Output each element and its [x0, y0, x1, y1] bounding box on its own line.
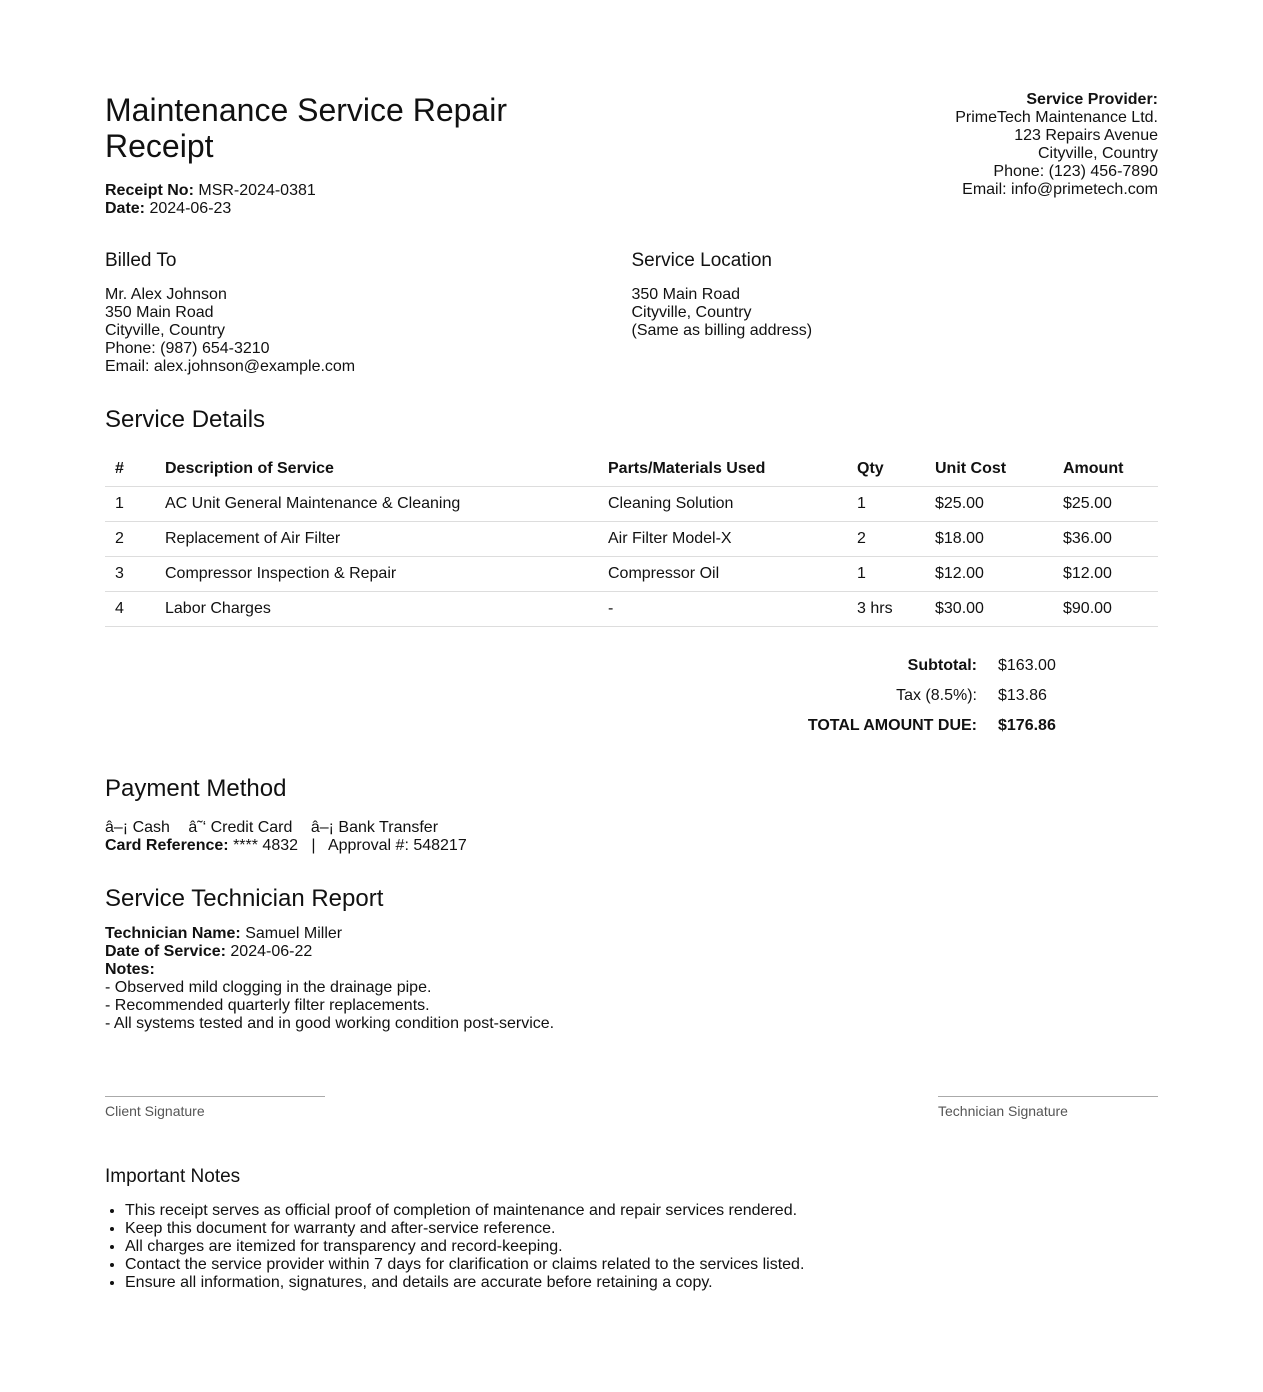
row-qty: 1: [847, 557, 925, 592]
row-description: Labor Charges: [155, 592, 598, 627]
row-number: 3: [105, 557, 155, 592]
row-amount: $36.00: [1053, 522, 1158, 557]
receipt-number-label: Receipt No:: [105, 182, 194, 199]
service-location: [632, 250, 1159, 376]
service-location-address: 350 Main Road: [631, 286, 741, 303]
subtotal-row: [805, 651, 1098, 681]
notes-label: Notes:: [105, 961, 155, 978]
row-number: 2: [105, 522, 155, 557]
card-reference-value: **** 4832 | Approval #: 548217: [233, 837, 467, 854]
column-header-unit-cost: Unit Cost: [925, 452, 1053, 487]
receipt-number-value: MSR-2024-0381: [198, 182, 316, 199]
row-unit-cost: $30.00: [925, 592, 1053, 627]
receipt-date-label: Date:: [105, 200, 146, 217]
service-provider: [955, 91, 1158, 199]
service-location-note: (Same as billing address): [631, 322, 813, 339]
service-date: [105, 943, 1158, 961]
list-item: • This receipt serves as official proof of completion of maintenance and repair services rendered.: [125, 1202, 1158, 1220]
provider-address: 123 Repairs Avenue: [1014, 127, 1158, 144]
technician-note: - Recommended quarterly filter replacements.: [105, 997, 430, 1014]
row-unit-cost: $25.00: [925, 487, 1053, 522]
payment-options: [105, 819, 1158, 837]
provider-city: Cityville, Country: [1037, 145, 1158, 162]
receipt-meta: [105, 182, 545, 218]
provider-phone: Phone: (123) 456-7890: [993, 163, 1158, 180]
tax-label: Tax (8.5%):: [896, 687, 977, 704]
row-description: Compressor Inspection & Repair: [155, 557, 598, 592]
row-amount: $12.00: [1053, 557, 1158, 592]
receipt-page: [105, 90, 1158, 1292]
receipt-date-value: 2024-06-23: [149, 200, 232, 217]
total-value: $176.86: [998, 717, 1056, 734]
row-number: 1: [105, 487, 155, 522]
technician-report-heading: Service Technician Report: [105, 885, 384, 912]
column-header-qty: Qty: [847, 452, 925, 487]
technician-name: [105, 925, 1158, 943]
column-header-number: #: [105, 452, 155, 487]
table-row: [105, 557, 1158, 592]
column-header-parts: Parts/Materials Used: [598, 452, 847, 487]
row-parts: Air Filter Model-X: [598, 522, 847, 557]
payment-option-cash: â–¡ Cash: [105, 819, 170, 836]
billed-to: [105, 250, 632, 376]
parties: [105, 250, 1158, 376]
technician-note: - Observed mild clogging in the drainage pipe.: [105, 979, 432, 996]
provider-name: PrimeTech Maintenance Ltd.: [955, 109, 1158, 126]
list-item: • Ensure all information, signatures, and details are accurate before retaining a copy.: [125, 1274, 1158, 1292]
row-qty: 2: [847, 522, 925, 557]
total-row: [805, 711, 1098, 741]
technician-name-label: Technician Name:: [105, 925, 241, 942]
total-label: TOTAL AMOUNT DUE:: [807, 717, 977, 734]
service-details-heading: Service Details: [105, 406, 266, 433]
receipt-date: [105, 200, 545, 218]
subtotal-label: Subtotal:: [907, 657, 977, 674]
important-notes-section: [105, 1166, 1158, 1292]
technician-signature-line: Technician Signature: [938, 1096, 1158, 1120]
service-details-section: [105, 406, 1158, 741]
receipt-header: [105, 90, 1158, 218]
table-row: [105, 487, 1158, 522]
technician-report-section: [105, 885, 1158, 1033]
receipt-number: [105, 182, 545, 200]
table-header-row: [105, 452, 1158, 487]
technician-name-value: Samuel Miller: [245, 925, 343, 942]
page-title: Maintenance Service Repair Receipt: [105, 92, 507, 164]
row-qty: 1: [847, 487, 925, 522]
receipt-title-block: [105, 90, 545, 218]
service-table: [105, 452, 1158, 627]
billed-to-address: 350 Main Road: [105, 304, 214, 321]
list-item: • All charges are itemized for transparency and record-keeping.: [125, 1238, 1158, 1256]
column-header-description: Description of Service: [155, 452, 598, 487]
row-unit-cost: $18.00: [925, 522, 1053, 557]
billed-to-heading: Billed To: [105, 250, 177, 271]
row-description: AC Unit General Maintenance & Cleaning: [155, 487, 598, 522]
payment-option-bank-transfer: â–¡ Bank Transfer: [310, 819, 439, 836]
billed-to-email: Email: alex.johnson@example.com: [105, 358, 356, 375]
row-qty: 3 hrs: [847, 592, 925, 627]
card-reference-label: Card Reference:: [105, 837, 229, 854]
service-location-city: Cityville, Country: [631, 304, 752, 321]
provider-email: Email: info@primetech.com: [962, 181, 1158, 198]
important-notes-list: [105, 1202, 1158, 1292]
service-date-value: 2024-06-22: [230, 943, 313, 960]
payment-method-heading: Payment Method: [105, 775, 287, 802]
list-item: • Contact the service provider within 7 days for clarification or claims related to the services listed.: [125, 1256, 1158, 1274]
column-header-amount: Amount: [1053, 452, 1158, 487]
totals-table: [805, 651, 1098, 741]
row-unit-cost: $12.00: [925, 557, 1053, 592]
table-row: [105, 522, 1158, 557]
client-signature-line: Client Signature: [105, 1096, 325, 1120]
technician-report-body: [105, 925, 1158, 1033]
tax-value: $13.86: [998, 687, 1047, 704]
row-parts: Compressor Oil: [598, 557, 847, 592]
important-notes-heading: Important Notes: [105, 1166, 241, 1187]
row-description: Replacement of Air Filter: [155, 522, 598, 557]
row-amount: $25.00: [1053, 487, 1158, 522]
service-location-heading: Service Location: [631, 250, 772, 271]
provider-label: Service Provider:: [1026, 91, 1158, 108]
list-item: • Keep this document for warranty and after-service reference.: [125, 1220, 1158, 1238]
billed-to-city: Cityville, Country: [105, 322, 226, 339]
payment-method-section: [105, 775, 1158, 855]
row-parts: Cleaning Solution: [598, 487, 847, 522]
row-number: 4: [105, 592, 155, 627]
service-date-label: Date of Service:: [105, 943, 226, 960]
billed-to-phone: Phone: (987) 654-3210: [105, 340, 270, 357]
card-reference: [105, 837, 1158, 855]
table-row: [105, 592, 1158, 627]
row-parts: -: [598, 592, 847, 627]
payment-option-credit-card: â˜‘ Credit Card: [188, 819, 293, 836]
tax-row: [805, 681, 1098, 711]
technician-note: - All systems tested and in good working condition post-service.: [105, 1015, 555, 1032]
signatures: [105, 1096, 1158, 1120]
row-amount: $90.00: [1053, 592, 1158, 627]
billed-to-name: Mr. Alex Johnson: [105, 286, 227, 303]
subtotal-value: $163.00: [998, 657, 1056, 674]
